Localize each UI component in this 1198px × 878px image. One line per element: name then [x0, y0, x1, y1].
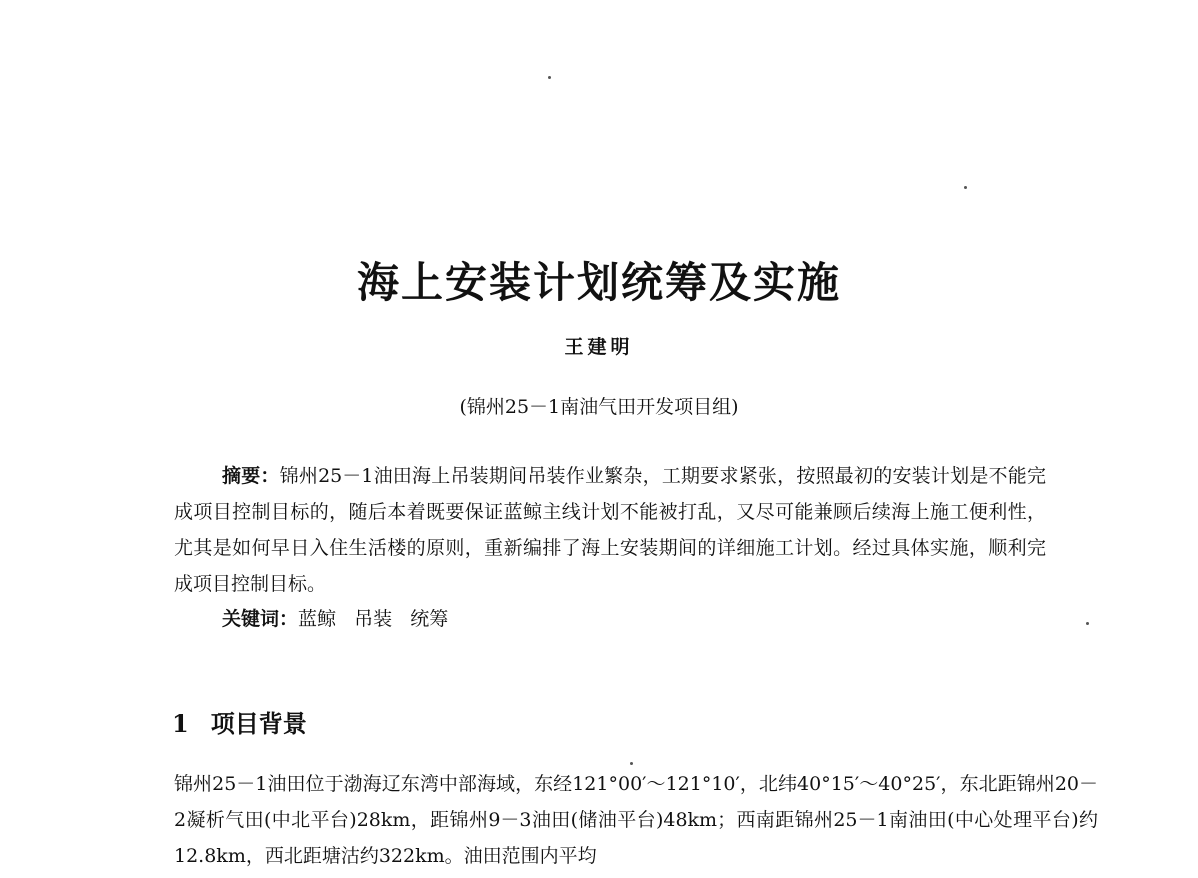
- author-name: 王建明: [564, 336, 634, 358]
- paper-title: 海上安装计划统筹及实施: [356, 258, 841, 307]
- scan-speck: [964, 186, 967, 189]
- scan-speck: [630, 762, 633, 765]
- section-heading: [172, 704, 307, 739]
- author-affiliation: (锦州25－1南油气田开发项目组): [459, 396, 739, 418]
- section-title: 项目背景: [210, 709, 307, 738]
- abstract-label: 摘要：: [222, 465, 280, 487]
- scan-speck: [1086, 622, 1089, 625]
- abstract-text: 锦州25－1油田海上吊装期间吊装作业繁杂，工期要求紧张，按照最初的安装计划是不能完成项目控制目标的，随后本着既要保证蓝鲸主线计划不能被打乱，又尽可能兼顾后续海上施工便利性，尤其是如何早日入住生活楼的原则，重新编排了海上安装期间的详细施工计划。经过具体实施，顺利完成项目控制目标。: [174, 465, 1046, 595]
- section-number: 1: [172, 709, 189, 738]
- abstract: [174, 458, 1046, 602]
- keywords-label: 关键词：: [222, 608, 299, 630]
- keywords-text: 蓝鲸 吊装 统筹: [298, 608, 449, 630]
- scan-speck: [548, 76, 551, 79]
- body-paragraph: 锦州25－1油田位于渤海辽东湾中部海域，东经121°00′～121°10′，北纬40°15′～40°25′，东北距锦州20－2凝析气田(中北平台)28km，距锦州9－3油田(储油平台)48km；西南距锦州25－1南油田(中心处理平台)约12.8km，西北距塘沽约322km。油田范围内平均: [174, 773, 1098, 867]
- keywords: [222, 604, 448, 634]
